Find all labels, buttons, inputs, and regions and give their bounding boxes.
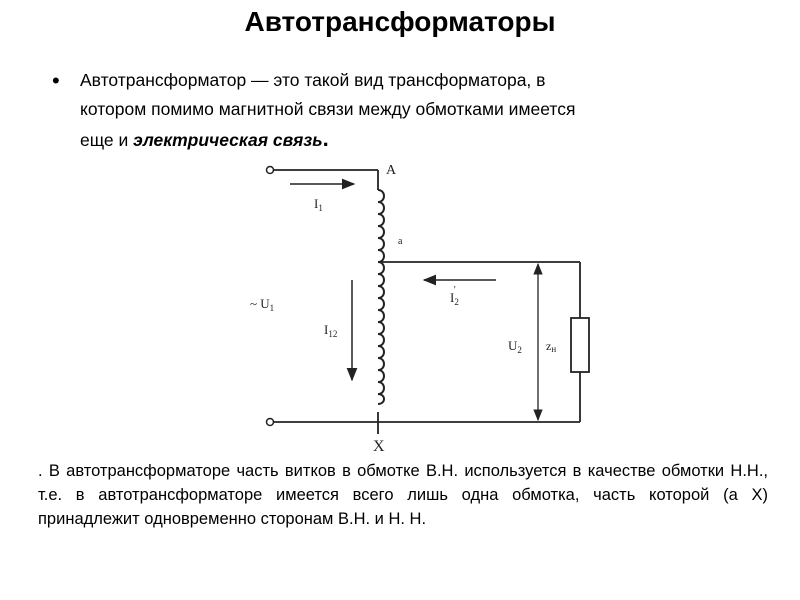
slide-title: Автотрансформаторы [244, 6, 556, 37]
autotransformer-circuit-diagram [228, 156, 638, 456]
label-i1: $I_1$ [314, 196, 323, 213]
input-terminal-top [267, 167, 274, 174]
bullet-line-2: котором помимо магнитной связи между обмотками имеется [80, 99, 576, 119]
description-paragraph: . В автотрансформаторе часть витков в обмотке В.Н. используется в качестве обмотки Н.Н., т.е. в автотрансформаторе имеется всего лишь одна обмотка, часть которой (а Х) принадлежит одновременно сторонам В.Н. и Н. Н. [38, 462, 768, 528]
label-u2: $U_2$ [508, 338, 522, 355]
label-a-tap: a [398, 236, 403, 247]
bullet-line-3-start: еще и [80, 130, 134, 150]
bullet-text [80, 66, 752, 155]
load-resistor [571, 318, 589, 372]
bullet-marker: • [52, 68, 60, 93]
bullet-line-3 [80, 124, 752, 155]
emphasis-text: электрическая связь [133, 130, 323, 150]
label-i2: $I_2'$ [450, 285, 459, 307]
winding-coil [378, 190, 384, 404]
bullet-line-1: Автотрансформатор — это такой вид трансформатора, в [80, 70, 546, 90]
label-x: X [373, 438, 385, 455]
label-a-upper: A [386, 163, 397, 178]
label-i12: $I_{12}$ [324, 322, 338, 339]
input-terminal-bottom [267, 419, 274, 426]
bullet-item [52, 66, 752, 155]
end-punctuation: . [322, 126, 329, 151]
label-zn: zн [546, 339, 557, 354]
label-u1: ~ $U_1$ [250, 296, 275, 313]
